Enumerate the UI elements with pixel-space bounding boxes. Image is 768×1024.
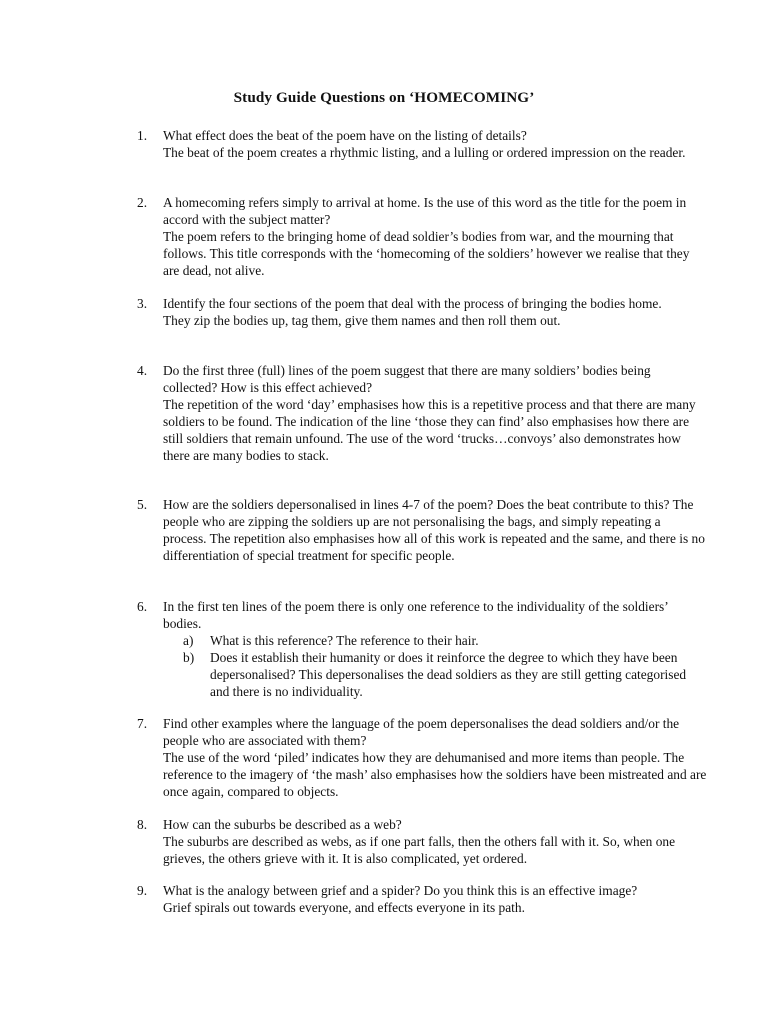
question-number: 8. xyxy=(137,817,148,832)
sub-question-label: a) xyxy=(183,633,194,648)
question-item-9 xyxy=(137,882,707,916)
answer-text: The suburbs are described as webs, as if one part falls, then the others fall with it. So, when one grieves, the others grieve with it. It is also complicated, yet ordered. xyxy=(163,834,676,866)
question-text: How can the suburbs be described as a web? xyxy=(163,817,402,832)
question-number: 6. xyxy=(137,599,148,614)
question-text: How are the soldiers depersonalised in lines 4-7 of the poem? Does the beat contribute to this? The people who are zipping the soldiers up are not personalising the bags, and simply repeating a process. The repetition also emphasises how all of this work is repeated and the same, and there is no differentiation of special treatment for specific people. xyxy=(163,497,705,563)
question-text: Do the first three (full) lines of the poem suggest that there are many soldiers’ bodies being collected? How is this effect achieved? xyxy=(163,363,651,395)
sub-question-b xyxy=(183,649,707,700)
question-text: Find other examples where the language of the poem depersonalises the dead soldiers and/or the people who are associated with them? xyxy=(163,716,680,748)
question-number: 5. xyxy=(137,497,148,512)
question-text: Identify the four sections of the poem that deal with the process of bringing the bodies home. xyxy=(163,296,662,311)
sub-question-text: Does it establish their humanity or does it reinforce the degree to which they have been depersonalised? This depersonalises the dead soldiers as they are still getting categorised and there is no individuality. xyxy=(210,650,687,699)
question-item-5 xyxy=(137,496,707,564)
question-text: In the first ten lines of the poem there is only one reference to the individuality of the soldiers’ bodies. xyxy=(163,599,668,631)
question-item-4 xyxy=(137,362,707,464)
question-item-2 xyxy=(137,194,707,279)
answer-text: The beat of the poem creates a rhythmic listing, and a lulling or ordered impression on the reader. xyxy=(163,145,686,160)
question-item-8 xyxy=(137,816,707,867)
question-text: What effect does the beat of the poem have on the listing of details? xyxy=(163,128,527,143)
answer-text: The use of the word ‘piled’ indicates how they are dehumanised and more items than people. The reference to the imagery of ‘the mash’ also emphasises how the soldiers have been mistreated and are once again, compared to objects. xyxy=(163,750,707,799)
question-number: 4. xyxy=(137,363,148,378)
question-text: What is the analogy between grief and a spider? Do you think this is an effective image? xyxy=(163,883,638,898)
answer-text: Grief spirals out towards everyone, and effects everyone in its path. xyxy=(163,900,525,915)
question-number: 9. xyxy=(137,883,148,898)
sub-question-a xyxy=(183,632,707,649)
question-number: 2. xyxy=(137,195,148,210)
question-item-3 xyxy=(137,295,707,329)
sub-question-text: What is this reference? The reference to their hair. xyxy=(210,633,479,648)
question-text: A homecoming refers simply to arrival at home. Is the use of this word as the title for the poem in accord with the subject matter? xyxy=(163,195,687,227)
sub-question-label: b) xyxy=(183,650,195,665)
question-item-6 xyxy=(137,598,707,700)
question-item-7 xyxy=(137,715,707,800)
question-number: 1. xyxy=(137,128,148,143)
question-number: 7. xyxy=(137,716,148,731)
question-number: 3. xyxy=(137,296,148,311)
answer-text: They zip the bodies up, tag them, give them names and then roll them out. xyxy=(163,313,561,328)
question-item-1 xyxy=(137,127,707,161)
answer-text: The repetition of the word ‘day’ emphasises how this is a repetitive process and that there are many soldiers to be found. The indication of the line ‘those they can find’ also emphasises how there are still soldiers that remain unfound. The use of the word ‘trucks…convoys’ also demonstrates how there are many bodies to stack. xyxy=(163,397,696,463)
page-title: Study Guide Questions on ‘HOMECOMING’ xyxy=(233,89,535,106)
answer-text: The poem refers to the bringing home of dead soldier’s bodies from war, and the mourning that follows. This title corresponds with the ‘homecoming of the soldiers’ however we realise that they are dead, not alive. xyxy=(163,229,690,278)
